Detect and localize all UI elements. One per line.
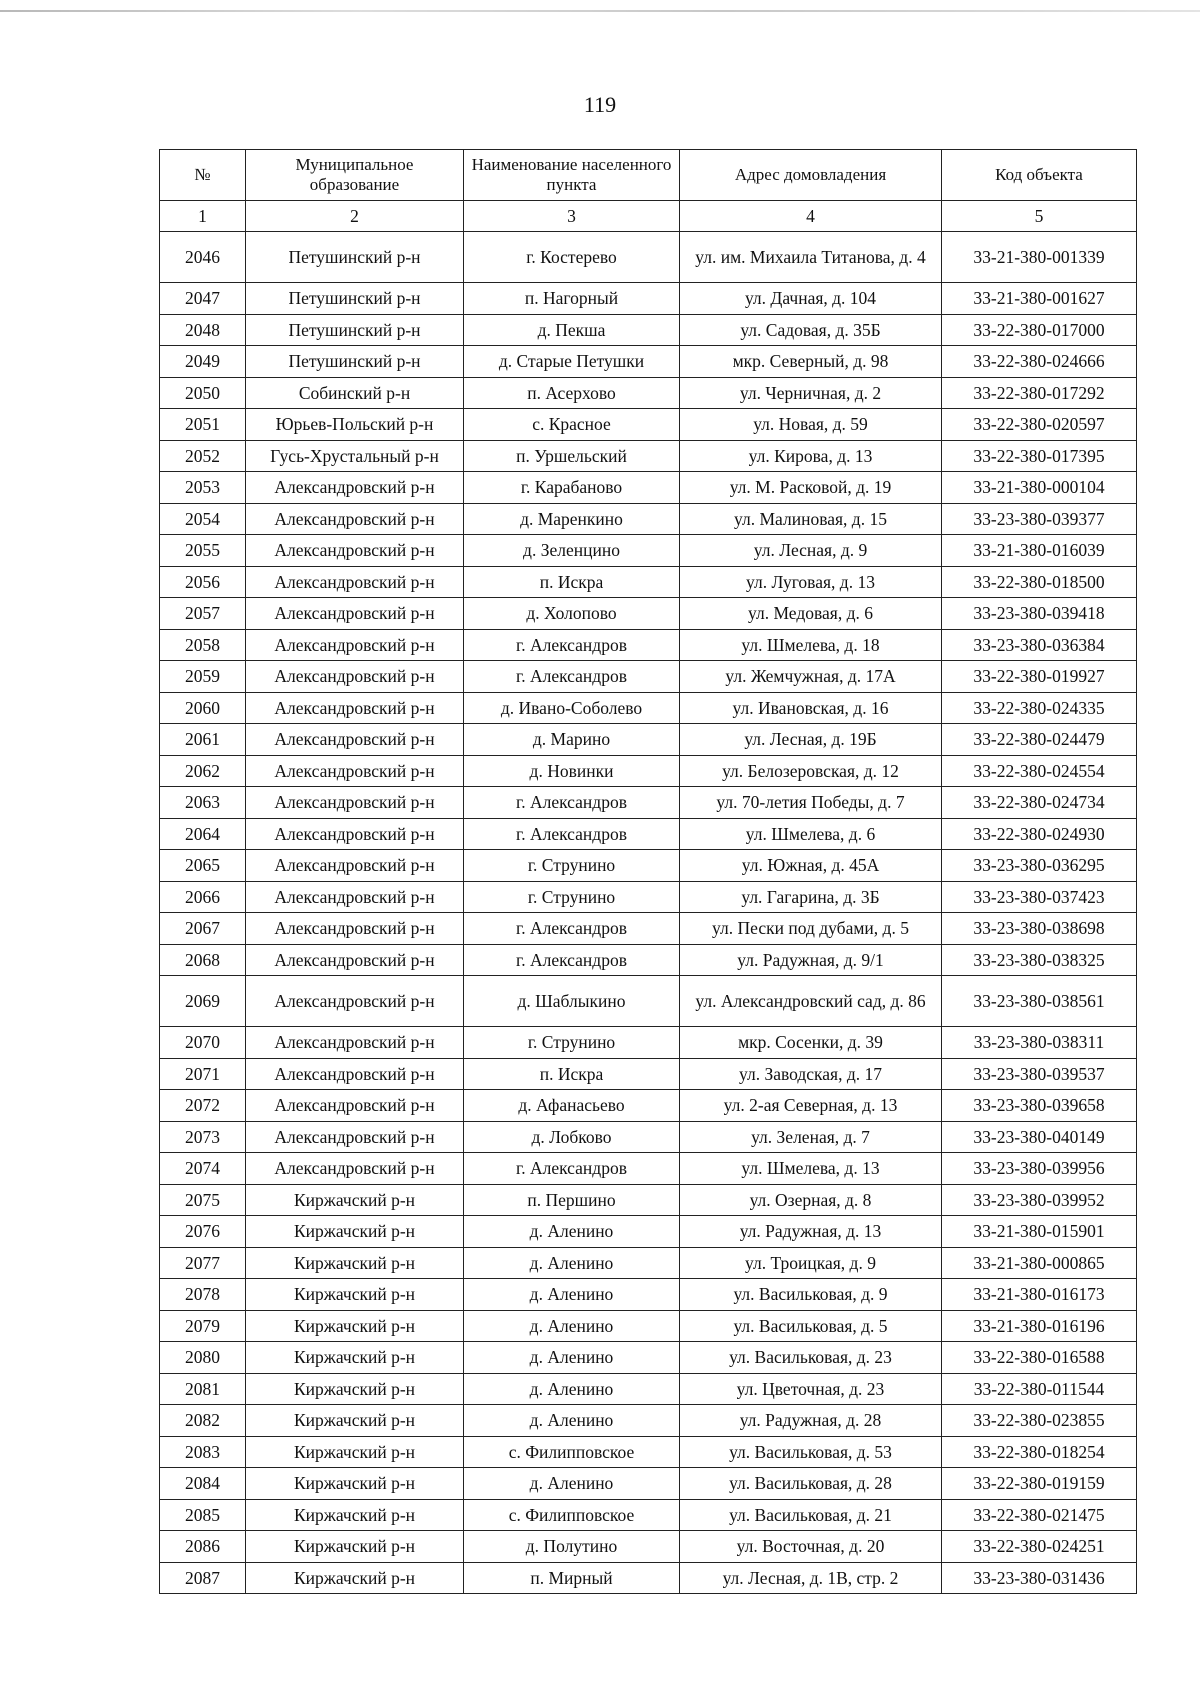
- cell-settlement: д. Полутино: [464, 1531, 680, 1563]
- cell-settlement: г. Александров: [464, 818, 680, 850]
- cell-municipality: Александровский р-н: [246, 472, 464, 504]
- cell-number: 2064: [160, 818, 246, 850]
- cell-object-code: 33-21-380-001339: [942, 232, 1137, 283]
- household-register-table: [159, 149, 1137, 1594]
- cell-municipality: Петушинский р-н: [246, 232, 464, 283]
- cell-number: 2086: [160, 1531, 246, 1563]
- cell-object-code: 33-22-380-024666: [942, 346, 1137, 378]
- cell-object-code: 33-22-380-024554: [942, 755, 1137, 787]
- cell-object-code: 33-22-380-024930: [942, 818, 1137, 850]
- cell-number: 2078: [160, 1279, 246, 1311]
- table-row: [160, 314, 1137, 346]
- cell-municipality: Александровский р-н: [246, 692, 464, 724]
- cell-settlement: г. Александров: [464, 1153, 680, 1185]
- cell-number: 2065: [160, 850, 246, 882]
- table-row: [160, 755, 1137, 787]
- cell-object-code: 33-23-380-038311: [942, 1027, 1137, 1059]
- cell-address: ул. Белозеровская, д. 12: [680, 755, 942, 787]
- cell-settlement: п. Уршельский: [464, 440, 680, 472]
- cell-address: ул. Южная, д. 45А: [680, 850, 942, 882]
- cell-object-code: 33-22-380-020597: [942, 409, 1137, 441]
- cell-municipality: Киржачский р-н: [246, 1468, 464, 1500]
- cell-address: ул. Озерная, д. 8: [680, 1184, 942, 1216]
- cell-object-code: 33-22-380-019927: [942, 661, 1137, 693]
- cell-number: 2051: [160, 409, 246, 441]
- cell-settlement: п. Искра: [464, 566, 680, 598]
- cell-address: ул. Медовая, д. 6: [680, 598, 942, 630]
- cell-number: 2083: [160, 1436, 246, 1468]
- cell-number: 2071: [160, 1058, 246, 1090]
- cell-settlement: п. Нагорный: [464, 283, 680, 315]
- cell-municipality: Александровский р-н: [246, 629, 464, 661]
- header-object-code: Код объекта: [942, 150, 1137, 201]
- cell-municipality: Киржачский р-н: [246, 1562, 464, 1594]
- table-row: [160, 724, 1137, 756]
- cell-municipality: Александровский р-н: [246, 566, 464, 598]
- cell-object-code: 33-22-380-024479: [942, 724, 1137, 756]
- table-row: [160, 409, 1137, 441]
- table-row: [160, 598, 1137, 630]
- table-row: [160, 566, 1137, 598]
- table-row: [160, 440, 1137, 472]
- cell-settlement: д. Холопово: [464, 598, 680, 630]
- header-settlement: Наименование населенного пункта: [464, 150, 680, 201]
- cell-number: 2072: [160, 1090, 246, 1122]
- cell-settlement: г. Струнино: [464, 1027, 680, 1059]
- cell-object-code: 33-23-380-040149: [942, 1121, 1137, 1153]
- cell-address: ул. 2-ая Северная, д. 13: [680, 1090, 942, 1122]
- table-row: [160, 346, 1137, 378]
- cell-settlement: п. Искра: [464, 1058, 680, 1090]
- cell-municipality: Петушинский р-н: [246, 314, 464, 346]
- cell-object-code: 33-23-380-037423: [942, 881, 1137, 913]
- cell-number: 2080: [160, 1342, 246, 1374]
- header-municipality: Муниципальное образование: [246, 150, 464, 201]
- cell-address: ул. Восточная, д. 20: [680, 1531, 942, 1563]
- cell-object-code: 33-21-380-000104: [942, 472, 1137, 504]
- table-row: [160, 944, 1137, 976]
- cell-address: ул. М. Расковой, д. 19: [680, 472, 942, 504]
- cell-settlement: г. Александров: [464, 629, 680, 661]
- cell-number: 2050: [160, 377, 246, 409]
- cell-address: ул. Пески под дубами, д. 5: [680, 913, 942, 945]
- cell-object-code: 33-22-380-024251: [942, 1531, 1137, 1563]
- cell-address: мкр. Северный, д. 98: [680, 346, 942, 378]
- cell-object-code: 33-21-380-016196: [942, 1310, 1137, 1342]
- cell-municipality: Киржачский р-н: [246, 1531, 464, 1563]
- cell-address: ул. Шмелева, д. 13: [680, 1153, 942, 1185]
- cell-address: ул. Малиновая, д. 15: [680, 503, 942, 535]
- header-row: [160, 150, 1137, 201]
- cell-number: 2057: [160, 598, 246, 630]
- cell-object-code: 33-22-380-018254: [942, 1436, 1137, 1468]
- cell-municipality: Александровский р-н: [246, 724, 464, 756]
- cell-object-code: 33-22-380-017000: [942, 314, 1137, 346]
- table-row: [160, 1499, 1137, 1531]
- column-number: 3: [464, 201, 680, 232]
- cell-number: 2052: [160, 440, 246, 472]
- cell-number: 2073: [160, 1121, 246, 1153]
- cell-address: ул. Заводская, д. 17: [680, 1058, 942, 1090]
- cell-municipality: Юрьев-Польский р-н: [246, 409, 464, 441]
- cell-address: ул. Дачная, д. 104: [680, 283, 942, 315]
- cell-number: 2068: [160, 944, 246, 976]
- cell-number: 2062: [160, 755, 246, 787]
- cell-municipality: Александровский р-н: [246, 1058, 464, 1090]
- cell-number: 2087: [160, 1562, 246, 1594]
- cell-address: ул. Васильковая, д. 5: [680, 1310, 942, 1342]
- cell-object-code: 33-22-380-016588: [942, 1342, 1137, 1374]
- cell-address: ул. Цветочная, д. 23: [680, 1373, 942, 1405]
- cell-settlement: п. Мирный: [464, 1562, 680, 1594]
- cell-settlement: д. Маренкино: [464, 503, 680, 535]
- cell-municipality: Александровский р-н: [246, 1121, 464, 1153]
- cell-municipality: Киржачский р-н: [246, 1499, 464, 1531]
- table-row: [160, 629, 1137, 661]
- cell-municipality: Киржачский р-н: [246, 1310, 464, 1342]
- cell-address: ул. Жемчужная, д. 17А: [680, 661, 942, 693]
- cell-address: ул. Александровский сад, д. 86: [680, 976, 942, 1027]
- cell-address: ул. Зеленая, д. 7: [680, 1121, 942, 1153]
- table-row: [160, 1153, 1137, 1185]
- cell-object-code: 33-22-380-018500: [942, 566, 1137, 598]
- table-row: [160, 283, 1137, 315]
- cell-address: мкр. Сосенки, д. 39: [680, 1027, 942, 1059]
- cell-number: 2060: [160, 692, 246, 724]
- cell-settlement: д. Аленино: [464, 1468, 680, 1500]
- cell-address: ул. Троицкая, д. 9: [680, 1247, 942, 1279]
- header-number: №: [160, 150, 246, 201]
- cell-object-code: 33-23-380-038561: [942, 976, 1137, 1027]
- cell-municipality: Киржачский р-н: [246, 1184, 464, 1216]
- cell-number: 2061: [160, 724, 246, 756]
- cell-settlement: с. Красное: [464, 409, 680, 441]
- cell-settlement: г. Струнино: [464, 850, 680, 882]
- column-number: 2: [246, 201, 464, 232]
- cell-number: 2054: [160, 503, 246, 535]
- column-number: 4: [680, 201, 942, 232]
- cell-settlement: д. Марино: [464, 724, 680, 756]
- cell-object-code: 33-23-380-039952: [942, 1184, 1137, 1216]
- cell-municipality: Киржачский р-н: [246, 1436, 464, 1468]
- cell-municipality: Киржачский р-н: [246, 1216, 464, 1248]
- table-row: [160, 976, 1137, 1027]
- cell-number: 2074: [160, 1153, 246, 1185]
- cell-municipality: Гусь-Хрустальный р-н: [246, 440, 464, 472]
- column-number: 1: [160, 201, 246, 232]
- cell-object-code: 33-21-380-016039: [942, 535, 1137, 567]
- cell-settlement: д. Аленино: [464, 1373, 680, 1405]
- cell-object-code: 33-22-380-017395: [942, 440, 1137, 472]
- cell-object-code: 33-23-380-036295: [942, 850, 1137, 882]
- cell-settlement: п. Асерхово: [464, 377, 680, 409]
- cell-object-code: 33-23-380-039418: [942, 598, 1137, 630]
- cell-number: 2081: [160, 1373, 246, 1405]
- cell-settlement: д. Зеленцино: [464, 535, 680, 567]
- cell-settlement: г. Александров: [464, 661, 680, 693]
- cell-object-code: 33-22-380-024335: [942, 692, 1137, 724]
- cell-settlement: г. Костерево: [464, 232, 680, 283]
- cell-settlement: с. Филипповское: [464, 1499, 680, 1531]
- table-row: [160, 850, 1137, 882]
- cell-address: ул. Радужная, д. 13: [680, 1216, 942, 1248]
- table-row: [160, 913, 1137, 945]
- table-row: [160, 1121, 1137, 1153]
- cell-municipality: Киржачский р-н: [246, 1342, 464, 1374]
- table-row: [160, 1279, 1137, 1311]
- cell-number: 2053: [160, 472, 246, 504]
- cell-municipality: Александровский р-н: [246, 787, 464, 819]
- table-row: [160, 377, 1137, 409]
- cell-object-code: 33-23-380-038698: [942, 913, 1137, 945]
- cell-address: ул. Кирова, д. 13: [680, 440, 942, 472]
- cell-number: 2075: [160, 1184, 246, 1216]
- table-row: [160, 818, 1137, 850]
- cell-settlement: с. Филипповское: [464, 1436, 680, 1468]
- cell-municipality: Александровский р-н: [246, 881, 464, 913]
- cell-settlement: д. Лобково: [464, 1121, 680, 1153]
- column-number: 5: [942, 201, 1137, 232]
- cell-address: ул. Васильковая, д. 53: [680, 1436, 942, 1468]
- cell-object-code: 33-21-380-001627: [942, 283, 1137, 315]
- cell-address: ул. Радужная, д. 9/1: [680, 944, 942, 976]
- cell-number: 2047: [160, 283, 246, 315]
- cell-object-code: 33-22-380-021475: [942, 1499, 1137, 1531]
- table-body: [160, 232, 1137, 1594]
- cell-object-code: 33-21-380-015901: [942, 1216, 1137, 1248]
- cell-number: 2085: [160, 1499, 246, 1531]
- cell-number: 2082: [160, 1405, 246, 1437]
- cell-municipality: Александровский р-н: [246, 1027, 464, 1059]
- table-row: [160, 1562, 1137, 1594]
- cell-address: ул. Лесная, д. 1В, стр. 2: [680, 1562, 942, 1594]
- cell-settlement: д. Афанасьево: [464, 1090, 680, 1122]
- cell-address: ул. Новая, д. 59: [680, 409, 942, 441]
- cell-address: ул. Радужная, д. 28: [680, 1405, 942, 1437]
- cell-municipality: Александровский р-н: [246, 818, 464, 850]
- cell-address: ул. Лесная, д. 19Б: [680, 724, 942, 756]
- cell-object-code: 33-23-380-039658: [942, 1090, 1137, 1122]
- cell-object-code: 33-21-380-016173: [942, 1279, 1137, 1311]
- cell-object-code: 33-21-380-000865: [942, 1247, 1137, 1279]
- cell-address: ул. Васильковая, д. 28: [680, 1468, 942, 1500]
- cell-object-code: 33-23-380-039537: [942, 1058, 1137, 1090]
- cell-municipality: Александровский р-н: [246, 913, 464, 945]
- cell-municipality: Киржачский р-н: [246, 1279, 464, 1311]
- cell-municipality: Петушинский р-н: [246, 346, 464, 378]
- cell-municipality: Александровский р-н: [246, 598, 464, 630]
- cell-settlement: д. Шаблыкино: [464, 976, 680, 1027]
- cell-address: ул. Ивановская, д. 16: [680, 692, 942, 724]
- cell-settlement: д. Аленино: [464, 1342, 680, 1374]
- cell-address: ул. Шмелева, д. 6: [680, 818, 942, 850]
- cell-settlement: п. Першино: [464, 1184, 680, 1216]
- cell-settlement: д. Пекша: [464, 314, 680, 346]
- cell-number: 2066: [160, 881, 246, 913]
- cell-municipality: Александровский р-н: [246, 755, 464, 787]
- table-row: [160, 472, 1137, 504]
- table-row: [160, 1310, 1137, 1342]
- column-number-row: [160, 201, 1137, 232]
- cell-object-code: 33-23-380-039956: [942, 1153, 1137, 1185]
- cell-number: 2079: [160, 1310, 246, 1342]
- cell-object-code: 33-22-380-011544: [942, 1373, 1137, 1405]
- cell-settlement: г. Карабаново: [464, 472, 680, 504]
- cell-municipality: Александровский р-н: [246, 535, 464, 567]
- cell-number: 2055: [160, 535, 246, 567]
- cell-settlement: г. Александров: [464, 944, 680, 976]
- cell-object-code: 33-22-380-017292: [942, 377, 1137, 409]
- cell-address: ул. Васильковая, д. 9: [680, 1279, 942, 1311]
- cell-address: ул. 70-летия Победы, д. 7: [680, 787, 942, 819]
- cell-address: ул. им. Михаила Титанова, д. 4: [680, 232, 942, 283]
- cell-municipality: Киржачский р-н: [246, 1247, 464, 1279]
- cell-number: 2076: [160, 1216, 246, 1248]
- cell-settlement: д. Аленино: [464, 1310, 680, 1342]
- table-row: [160, 1090, 1137, 1122]
- cell-municipality: Собинский р-н: [246, 377, 464, 409]
- cell-settlement: д. Аленино: [464, 1216, 680, 1248]
- page-number: 119: [583, 92, 617, 117]
- table-row: [160, 1436, 1137, 1468]
- table-row: [160, 1373, 1137, 1405]
- cell-address: ул. Черничная, д. 2: [680, 377, 942, 409]
- cell-address: ул. Лесная, д. 9: [680, 535, 942, 567]
- cell-settlement: г. Струнино: [464, 881, 680, 913]
- cell-object-code: 33-23-380-036384: [942, 629, 1137, 661]
- cell-address: ул. Шмелева, д. 18: [680, 629, 942, 661]
- table-row: [160, 1184, 1137, 1216]
- cell-address: ул. Васильковая, д. 21: [680, 1499, 942, 1531]
- cell-object-code: 33-22-380-024734: [942, 787, 1137, 819]
- cell-number: 2067: [160, 913, 246, 945]
- cell-settlement: д. Аленино: [464, 1279, 680, 1311]
- table-row: [160, 1468, 1137, 1500]
- cell-address: ул. Васильковая, д. 23: [680, 1342, 942, 1374]
- cell-object-code: 33-23-380-039377: [942, 503, 1137, 535]
- cell-settlement: д. Аленино: [464, 1405, 680, 1437]
- header-address: Адрес домовладения: [680, 150, 942, 201]
- table-row: [160, 881, 1137, 913]
- table-row: [160, 1216, 1137, 1248]
- table-row: [160, 503, 1137, 535]
- cell-municipality: Александровский р-н: [246, 1153, 464, 1185]
- cell-settlement: д. Аленино: [464, 1247, 680, 1279]
- cell-number: 2077: [160, 1247, 246, 1279]
- cell-number: 2058: [160, 629, 246, 661]
- cell-settlement: г. Александров: [464, 913, 680, 945]
- cell-object-code: 33-23-380-031436: [942, 1562, 1137, 1594]
- cell-number: 2046: [160, 232, 246, 283]
- cell-number: 2049: [160, 346, 246, 378]
- cell-municipality: Петушинский р-н: [246, 283, 464, 315]
- table-row: [160, 1247, 1137, 1279]
- scan-edge-line: [0, 10, 1200, 12]
- cell-municipality: Киржачский р-н: [246, 1373, 464, 1405]
- table-row: [160, 787, 1137, 819]
- cell-object-code: 33-22-380-023855: [942, 1405, 1137, 1437]
- table-row: [160, 692, 1137, 724]
- table-row: [160, 1027, 1137, 1059]
- cell-settlement: д. Новинки: [464, 755, 680, 787]
- cell-municipality: Александровский р-н: [246, 661, 464, 693]
- cell-municipality: Киржачский р-н: [246, 1405, 464, 1437]
- cell-address: ул. Гагарина, д. 3Б: [680, 881, 942, 913]
- cell-object-code: 33-22-380-019159: [942, 1468, 1137, 1500]
- table-row: [160, 661, 1137, 693]
- cell-number: 2056: [160, 566, 246, 598]
- cell-object-code: 33-23-380-038325: [942, 944, 1137, 976]
- cell-settlement: г. Александров: [464, 787, 680, 819]
- cell-number: 2069: [160, 976, 246, 1027]
- cell-number: 2059: [160, 661, 246, 693]
- table-row: [160, 1405, 1137, 1437]
- table-row: [160, 535, 1137, 567]
- cell-municipality: Александровский р-н: [246, 503, 464, 535]
- cell-municipality: Александровский р-н: [246, 976, 464, 1027]
- cell-address: ул. Луговая, д. 13: [680, 566, 942, 598]
- table-row: [160, 232, 1137, 283]
- cell-municipality: Александровский р-н: [246, 944, 464, 976]
- cell-number: 2048: [160, 314, 246, 346]
- cell-municipality: Александровский р-н: [246, 850, 464, 882]
- cell-address: ул. Садовая, д. 35Б: [680, 314, 942, 346]
- table-row: [160, 1058, 1137, 1090]
- cell-number: 2070: [160, 1027, 246, 1059]
- table-row: [160, 1531, 1137, 1563]
- cell-settlement: д. Ивано-Соболево: [464, 692, 680, 724]
- cell-settlement: д. Старые Петушки: [464, 346, 680, 378]
- cell-number: 2063: [160, 787, 246, 819]
- cell-number: 2084: [160, 1468, 246, 1500]
- table-row: [160, 1342, 1137, 1374]
- cell-municipality: Александровский р-н: [246, 1090, 464, 1122]
